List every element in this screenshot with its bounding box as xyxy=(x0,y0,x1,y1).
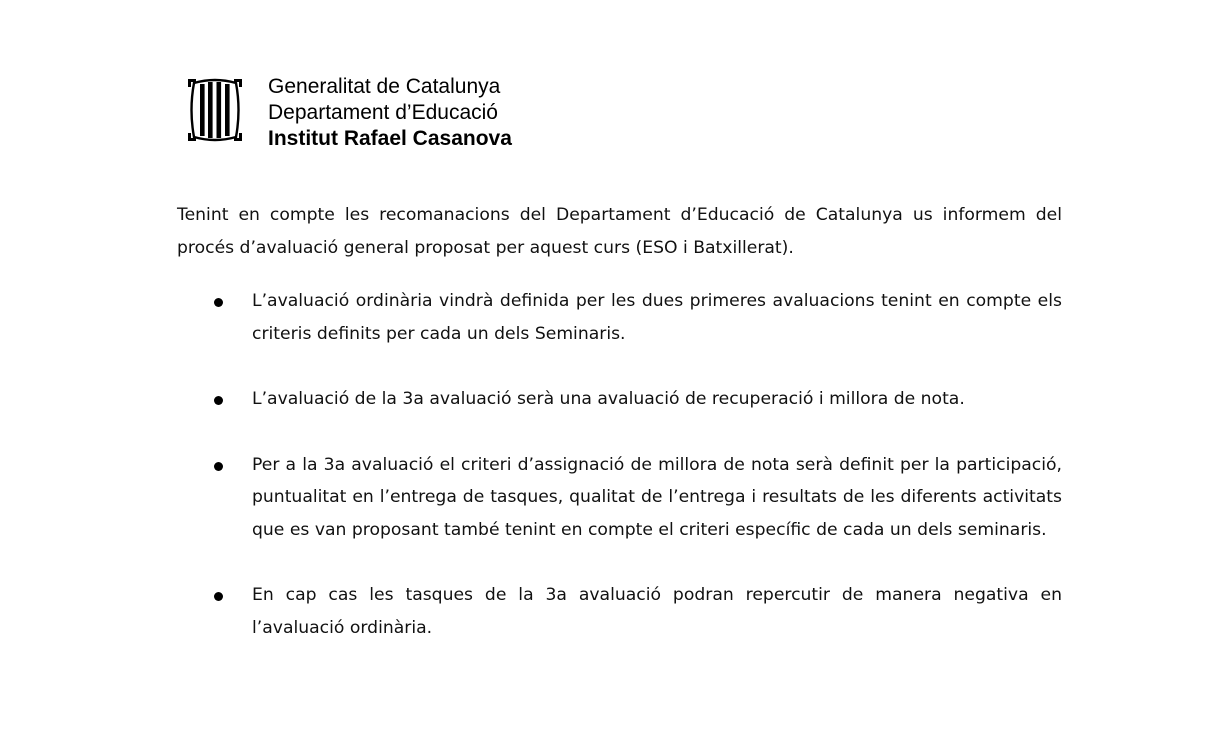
intro-paragraph: Tenint en compte les recomanacions del Departament d’Educació de Catalunya us informem del procés d’avaluació general proposat per aquest curs (ESO i Batxillerat). xyxy=(177,205,1062,258)
bullet-list xyxy=(177,285,1062,644)
document-body xyxy=(177,199,1062,677)
list-item-text: En cap cas les tasques de la 3a avaluació podran repercutir de manera negativa en l’avaluació ordinària. xyxy=(252,585,1062,638)
list-item xyxy=(177,383,1062,416)
bullet-icon xyxy=(214,396,223,405)
organization-name xyxy=(268,74,512,152)
list-item xyxy=(177,285,1062,350)
list-item xyxy=(177,579,1062,644)
letterhead xyxy=(186,74,512,152)
government-name: Generalitat de Catalunya xyxy=(268,75,501,98)
generalitat-coat-of-arms-icon xyxy=(186,77,244,143)
school-name: Institut Rafael Casanova xyxy=(268,127,512,150)
list-item-text: L’avaluació ordinària vindrà definida per les dues primeres avaluacions tenint en compte els criteris definits per cada un dels Seminaris. xyxy=(252,291,1062,344)
bullet-icon xyxy=(214,298,223,307)
list-item-text: Per a la 3a avaluació el criteri d’assignació de millora de nota serà definit per la participació, puntualitat en l’entrega de tasques, qualitat de l’entrega i resultats de les diferents activitats que es van proposant també tenint en compte el criteri específic de cada un dels seminaris. xyxy=(252,454,1062,540)
list-item-text: L’avaluació de la 3a avaluació serà una avaluació de recuperació i millora de nota. xyxy=(252,389,965,409)
department-name: Departament d’Educació xyxy=(268,101,498,124)
bullet-icon xyxy=(214,592,223,601)
list-item xyxy=(177,449,1062,547)
bullet-icon xyxy=(214,462,223,471)
